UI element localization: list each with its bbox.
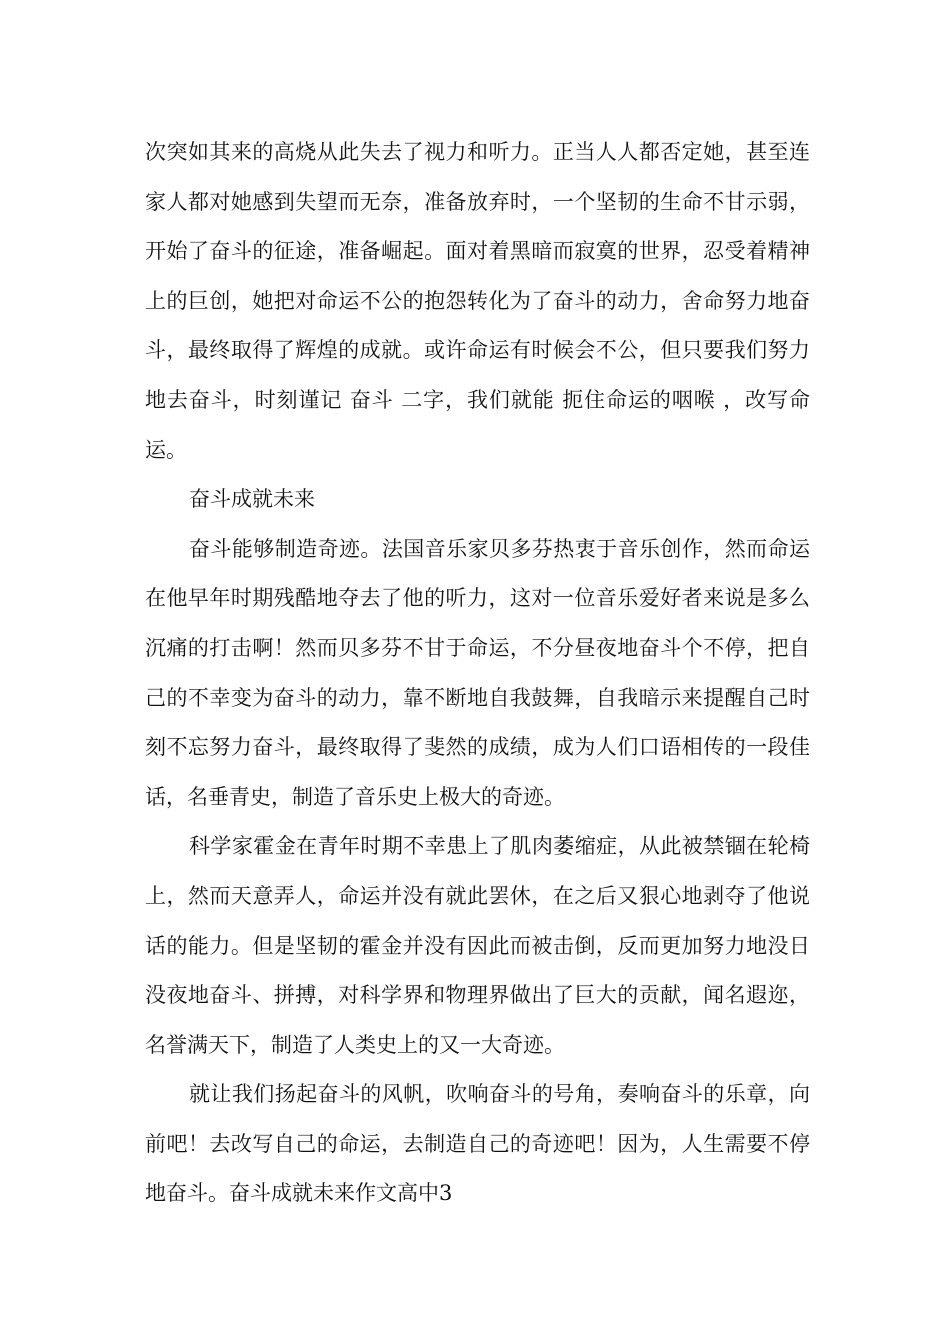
section-heading: 奋斗成就未来 [189, 487, 315, 512]
paragraph-hawking: 科学家霍金在青年时期不幸患上了肌肉萎缩症，从此被禁锢在轮椅上，然而天意弄人，命运并没有就此罢休，在之后又狠心地剥夺了他说话的能力。但是坚韧的霍金并没有因此而被击倒，反而更加努力地没日没夜地奋斗、拼搏，对科学界和物理界做出了巨大的贡献，闻名遐迩，名誉满天下，制造了人类史上的又一大奇迹。 [145, 834, 810, 1057]
paragraph-beethoven: 奋斗能够制造奇迹。法国音乐家贝多芬热衷于音乐创作，然而命运在他早年时期残酷地夺去了他的听力，这对一位音乐爱好者来说是多么沉痛的打击啊！然而贝多芬不甘于命运，不分昼夜地奋斗个不停，把自己的不幸变为奋斗的动力，靠不断地自我鼓舞，自我暗示来提醒自己时刻不忘努力奋斗，最终取得了斐然的成绩，成为人们口语相传的一段佳话，名垂青史，制造了音乐史上极大的奇迹。 [145, 536, 810, 809]
body-text [145, 128, 810, 1219]
paragraph-conclusion: 就让我们扬起奋斗的风帆，吹响奋斗的号角，奏响奋斗的乐章，向前吧！去改写自己的命运，去制造自己的奇迹吧！因为，人生需要不停地奋斗。奋斗成就未来作文高中3 [145, 1082, 810, 1206]
paragraph-continuation: 次突如其来的高烧从此失去了视力和听力。正当人人都否定她，甚至连家人都对她感到失望而无奈，准备放弃时，一个坚韧的生命不甘示弱，开始了奋斗的征途，准备崛起。面对着黑暗而寂寞的世界，忍受着精神上的巨创，她把对命运不公的抱怨转化为了奋斗的动力，舍命努力地奋斗，最终取得了辉煌的成就。或许命运有时候会不公，但只要我们努力地去奋斗，时刻谨记 奋斗 二字，我们就能 扼住命运的咽喉 ，改写命运。 [145, 140, 810, 462]
